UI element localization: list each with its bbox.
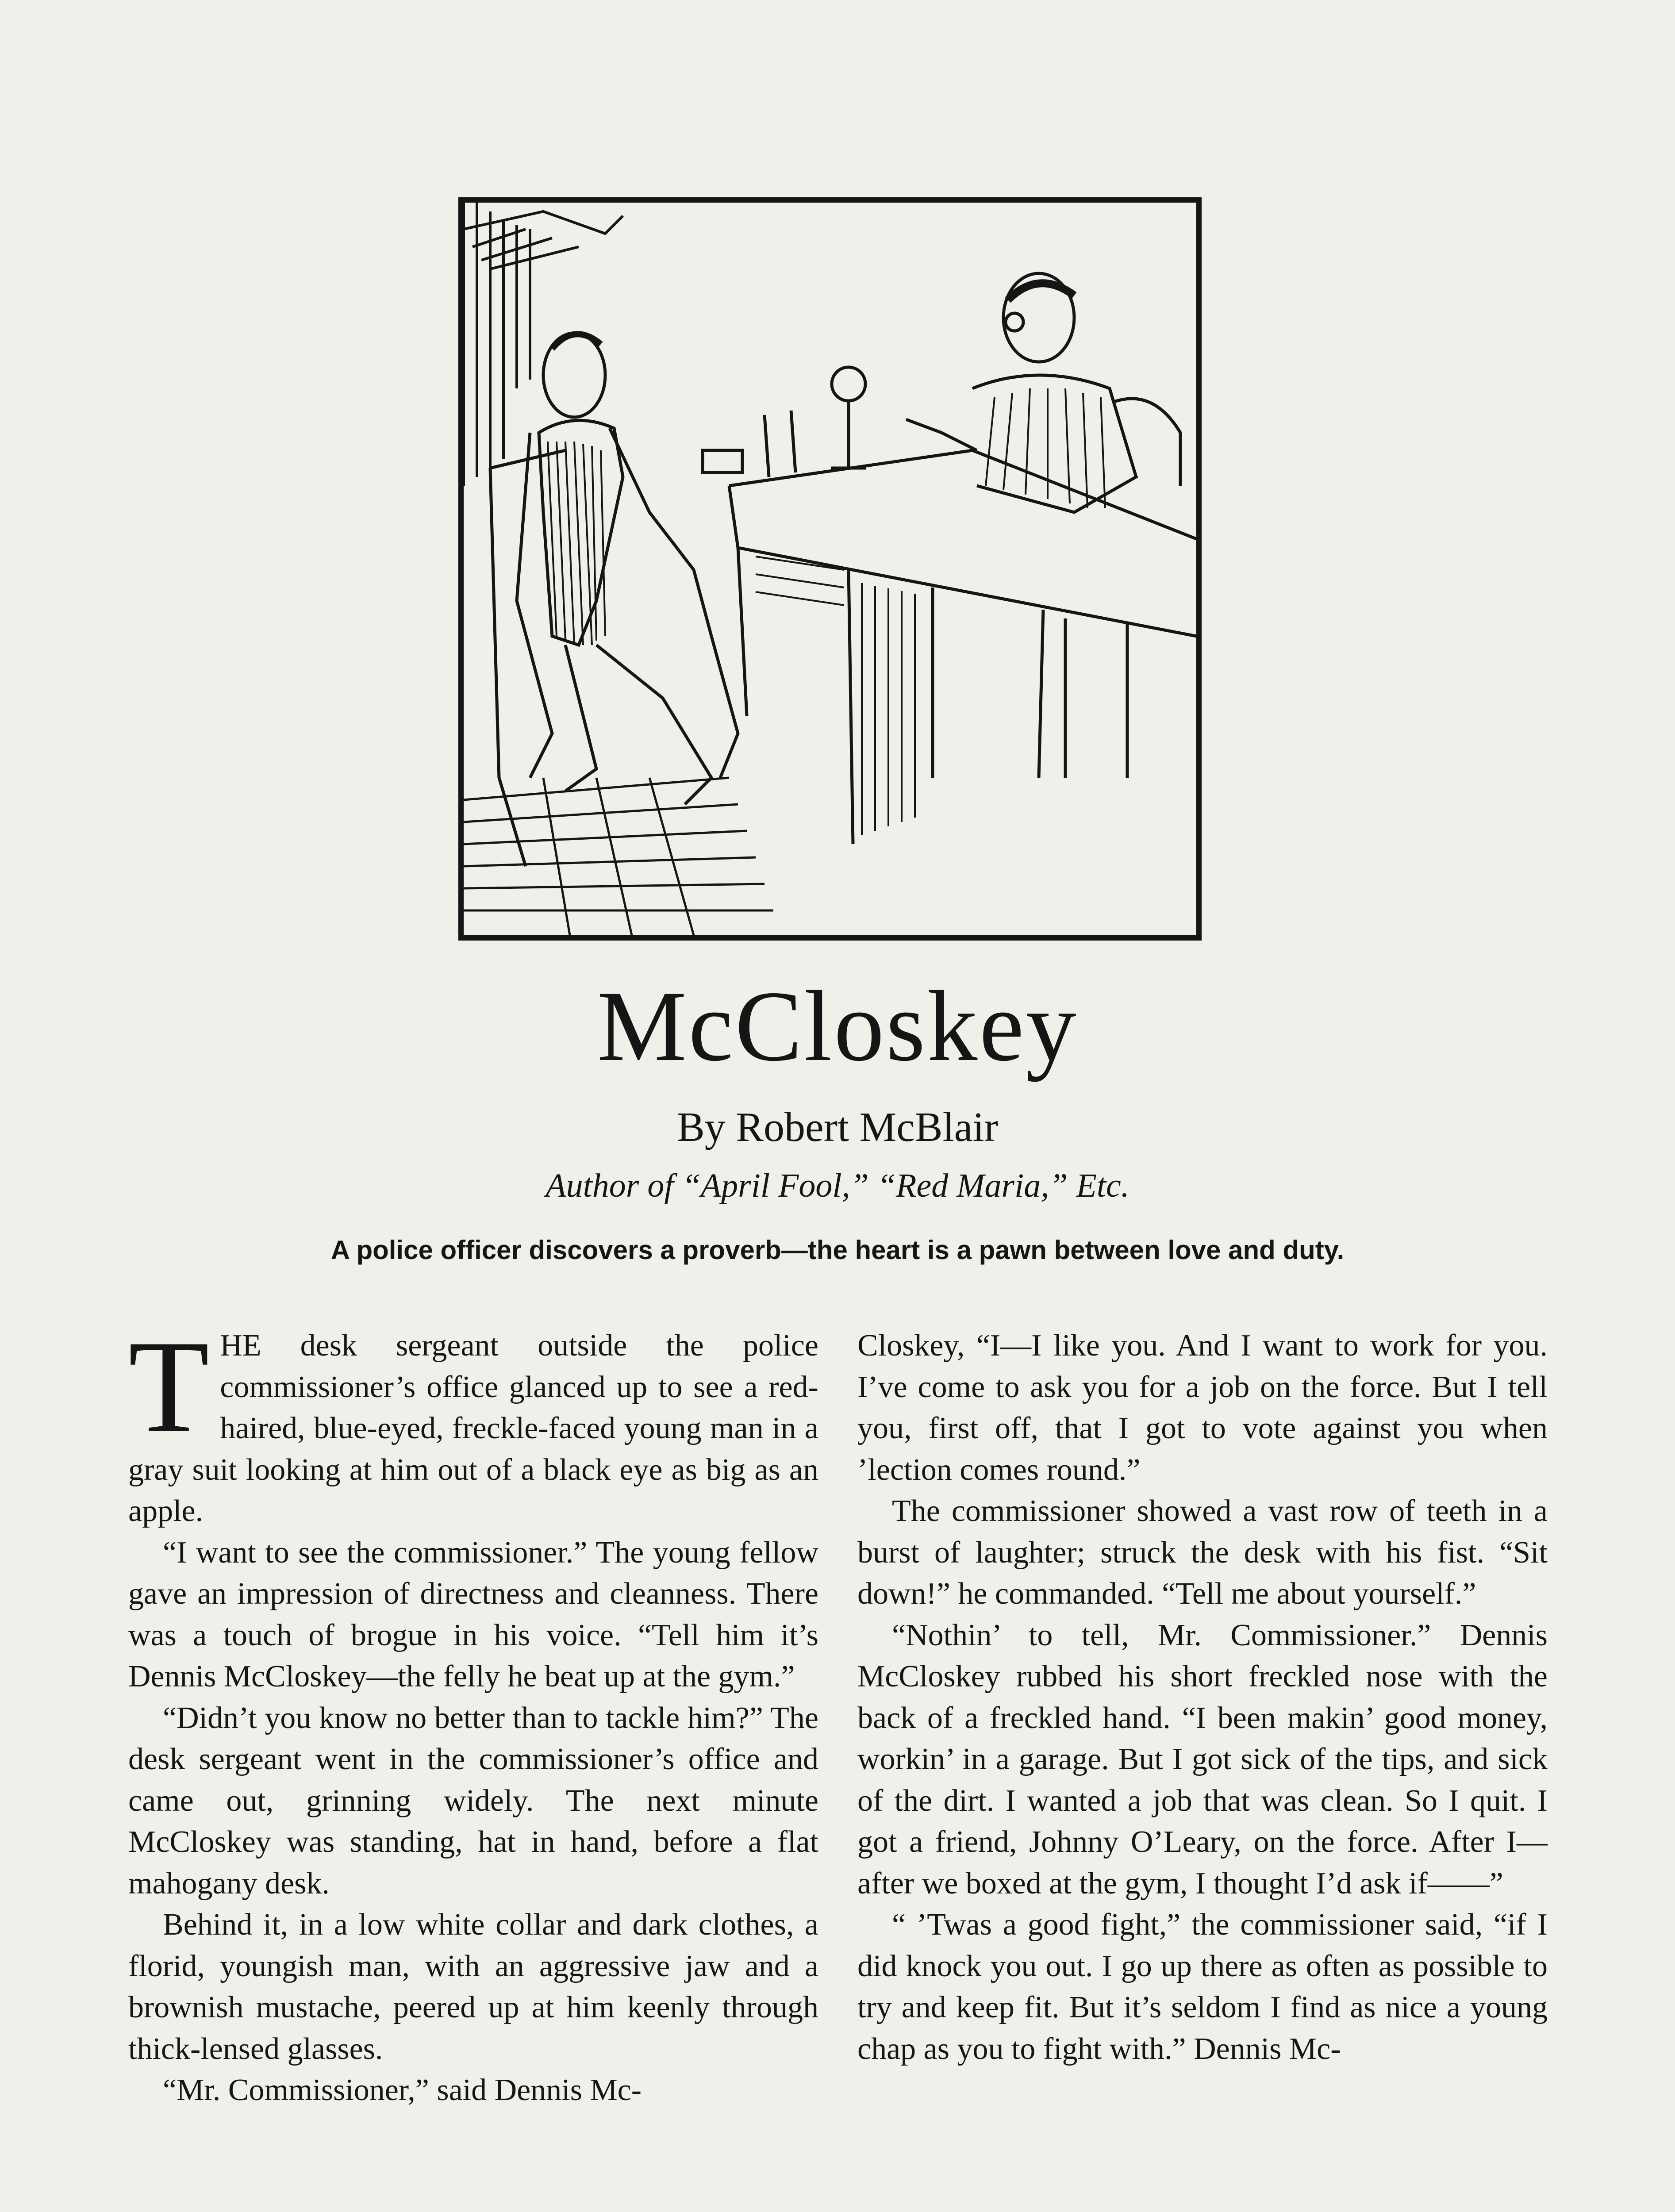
paragraph-text: HE desk sergeant outside the police commissioner’s office glanced up to see a red-haired, blue-eyed, freckle-faced young man in a gray suit looking at him out of a black eye as big as an apple. [128, 1329, 818, 1528]
story-tagline: A police officer discovers a proverb—the heart is a pawn between love and duty. [330, 1235, 1345, 1265]
drop-cap: T [128, 1313, 210, 1460]
text-column-right [857, 1325, 1548, 2070]
office-scene-illustration [464, 203, 1196, 935]
paragraph: Closkey, “I—I like you. And I want to work for you. I’ve come to ask you for a job on the force. But I tell you, first off, that I got to vote against you when ’lection comes round.” [857, 1329, 1548, 1487]
paragraph: “I want to see the commissioner.” The young fellow gave an impression of directness and cleanness. There was a touch of brogue in his voice. “Tell him it’s Dennis McCloskey—the felly he beat up at the gym.” [128, 1535, 818, 1694]
paragraph: The commissioner showed a vast row of teeth in a burst of laughter; struck the desk with his fist. “Sit down!” he commanded. “Tell me about yourself.” [857, 1494, 1548, 1611]
paragraph: “ ’Twas a good fight,” the commissioner said, “if I did knock you out. I go up there as often as possible to try and keep fit. But it’s seldom I find as nice a young chap as you to fight with.” Dennis Mc- [857, 1908, 1548, 2066]
author-credits: Author of “April Fool,” “Red Maria,” Etc. [546, 1167, 1129, 1204]
paragraph [128, 1313, 818, 1532]
paragraph: Behind it, in a low white collar and dark clothes, a florid, youngish man, with an aggressive jaw and a brownish mustache, peered up at him keenly through thick-lensed glasses. [128, 1908, 818, 2066]
paragraph: “Didn’t you know no better than to tackle him?” The desk sergeant went in the commissioner’s office and came out, grinning widely. The next minute McCloskey was standing, hat in hand, before a flat mahogany desk. [128, 1701, 818, 1901]
story-title: McCloskey [597, 971, 1078, 1082]
paragraph: “Mr. Commissioner,” said Dennis Mc- [163, 2073, 642, 2107]
paragraph: “Nothin’ to tell, Mr. Commissioner.” Dennis McCloskey rubbed his short freckled nose with the back of a freckled hand. “I been makin’ good money, workin’ in a garage. But I got sick of the tips, and sick of the dirt. I wanted a job that was clean. So I quit. I got a friend, Johnny O’Leary, on the force. After I—after we boxed at the gym, I thought I’d ask if——” [857, 1618, 1548, 1901]
story-illustration [458, 197, 1202, 941]
byline: By Robert McBlair [677, 1104, 998, 1150]
text-column-left [128, 1313, 818, 2111]
